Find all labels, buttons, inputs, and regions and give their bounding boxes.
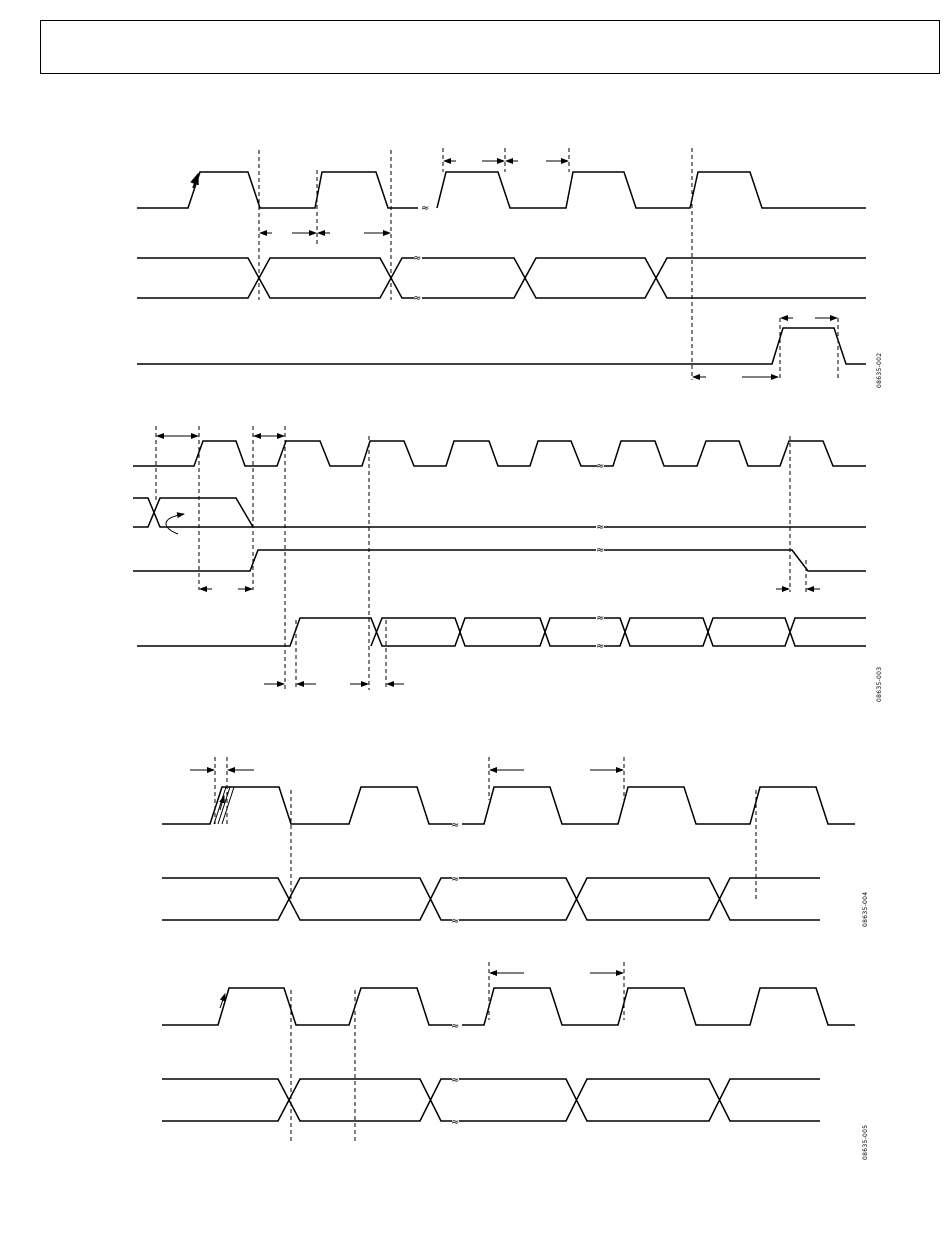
figure-id-3: 08635-004 <box>862 891 869 927</box>
data-bus-waveform <box>162 878 820 920</box>
select-waveform <box>133 498 866 527</box>
reference-lines <box>291 962 624 1143</box>
break-mark: ≈ <box>451 1021 460 1032</box>
timing-arrows <box>157 436 820 684</box>
timing-diagram-2 <box>133 426 866 690</box>
clock-waveform <box>137 172 866 208</box>
jitter-edges <box>214 787 234 824</box>
data-bus-waveform <box>162 1079 820 1121</box>
break-mark: ≈ <box>596 522 605 533</box>
clock-waveform <box>162 988 855 1025</box>
data-bus-waveform <box>137 258 866 298</box>
timing-diagram-1 <box>137 148 866 380</box>
break-mark: ≈ <box>451 1075 460 1086</box>
break-mark: ≈ <box>413 253 422 264</box>
timing-arrows <box>260 161 837 377</box>
break-mark: ≈ <box>451 874 460 885</box>
figure-id-1: 08635-002 <box>876 352 883 388</box>
break-mark: ≈ <box>413 293 422 304</box>
timing-diagram-3 <box>162 757 855 927</box>
break-mark: ≈ <box>451 1117 460 1128</box>
break-mark: ≈ <box>596 613 605 624</box>
clock-waveform <box>162 787 855 824</box>
break-mark: ≈ <box>451 916 460 927</box>
clock-waveform <box>133 441 866 466</box>
figure-id-4: 08635-005 <box>862 1124 869 1160</box>
break-mark: ≈ <box>596 461 605 472</box>
select-curve-arrow <box>166 514 184 534</box>
break-mark: ≈ <box>421 203 430 214</box>
figure-id-2: 08635-003 <box>876 666 883 702</box>
timing-diagram-4 <box>162 962 855 1143</box>
enable-waveform <box>133 550 866 571</box>
strobe-waveform <box>137 328 866 364</box>
break-mark: ≈ <box>596 641 605 652</box>
reference-lines <box>259 148 838 380</box>
break-mark: ≈ <box>451 820 460 831</box>
data-out-waveform <box>137 618 866 646</box>
break-mark: ≈ <box>596 545 605 556</box>
